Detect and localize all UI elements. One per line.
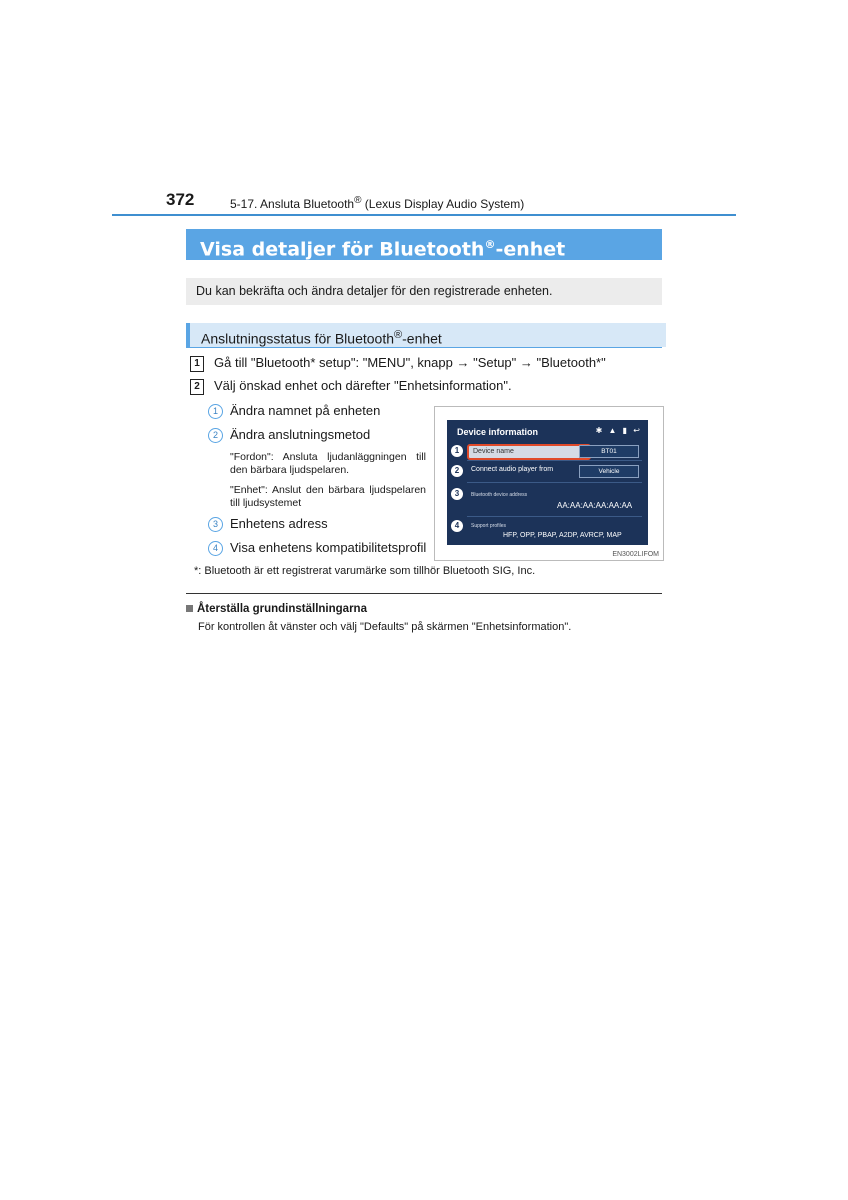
list-item — [208, 403, 380, 419]
callout-number: 1 — [451, 445, 463, 457]
status-icons: ✱ ▲ ▮ ↩ — [595, 426, 642, 435]
callout-number: 3 — [451, 488, 463, 500]
connect-from-row[interactable] — [447, 464, 648, 478]
note-enhet: "Enhet": Anslut den bärbara ljudspelaren till ljudsystemet — [230, 484, 426, 509]
list-item — [208, 516, 328, 532]
figure-code: EN3002LIFOM — [612, 551, 659, 558]
note-fordon: "Fordon": Ansluta ljudanläggningen till den bärbara ljudspelaren. — [230, 451, 426, 476]
step-2 — [190, 378, 512, 395]
screenshot-panel — [434, 406, 664, 561]
section-intro: Du kan bekräfta och ändra detaljer för den registrerade enheten. — [186, 278, 662, 305]
item-text: Ändra namnet på enheten — [230, 403, 381, 418]
circled-number: 1 — [208, 404, 223, 419]
step-text: Gå till "Bluetooth* setup": "MENU", knapp → "Setup" → "Bluetooth*" — [214, 355, 606, 370]
row-divider — [467, 516, 642, 517]
callout-number: 2 — [451, 465, 463, 477]
section-title: Visa detaljer för Bluetooth®-enhet — [186, 229, 662, 260]
device-name-label: Device name — [473, 448, 514, 455]
device-information-display — [447, 420, 648, 545]
step-text: Välj önskad enhet och därefter "Enhetsinformation". — [214, 378, 512, 393]
row-divider — [467, 482, 642, 483]
subsection-rule — [186, 347, 662, 348]
page-number: 372 — [166, 190, 195, 209]
step-1 — [190, 355, 606, 372]
item-text: Ändra anslutningsmetod — [230, 427, 371, 442]
header-rule — [112, 214, 736, 216]
selection-highlight — [467, 444, 591, 460]
step-number-box: 2 — [190, 379, 204, 395]
address-label: Bluetooth device address — [471, 492, 528, 498]
display-title: Device information — [457, 427, 539, 437]
profiles-label: Support profiles — [471, 523, 507, 529]
subsection-title: Anslutningsstatus för Bluetooth®-enhet — [186, 323, 666, 347]
device-name-value: BT01 — [579, 445, 639, 458]
divider-rule — [186, 593, 662, 594]
connect-from-label: Connect audio player from — [471, 466, 554, 473]
row-divider — [467, 460, 642, 461]
callout-number: 4 — [451, 520, 463, 532]
connect-from-value: Vehicle — [579, 465, 639, 478]
item-text: Enhetens adress — [230, 516, 328, 531]
circled-number: 2 — [208, 428, 223, 443]
chapter-title: 5-17. Ansluta Bluetooth® (Lexus Display Audio System) — [230, 195, 525, 211]
list-item — [208, 427, 370, 443]
item-text: Visa enhetens kompatibilitetsprofil — [230, 540, 427, 555]
profiles-value: HFP, OPP, PBAP, A2DP, AVRCP, MAP — [503, 532, 622, 539]
reset-title: Återställa grundinställningarna — [186, 603, 367, 615]
circled-number: 3 — [208, 517, 223, 532]
list-item — [208, 540, 426, 556]
footnote: *: Bluetooth är ett registrerat varumärke som tillhör Bluetooth SIG, Inc. — [194, 565, 536, 577]
address-value: AA:AA:AA:AA:AA:AA — [557, 501, 633, 510]
device-name-row[interactable] — [447, 444, 648, 458]
step-number-box: 1 — [190, 356, 204, 372]
square-bullet-icon — [186, 605, 193, 612]
reset-body: För kontrollen åt vänster och välj "Defaults" på skärmen "Enhetsinformation". — [198, 621, 572, 633]
circled-number: 4 — [208, 541, 223, 556]
